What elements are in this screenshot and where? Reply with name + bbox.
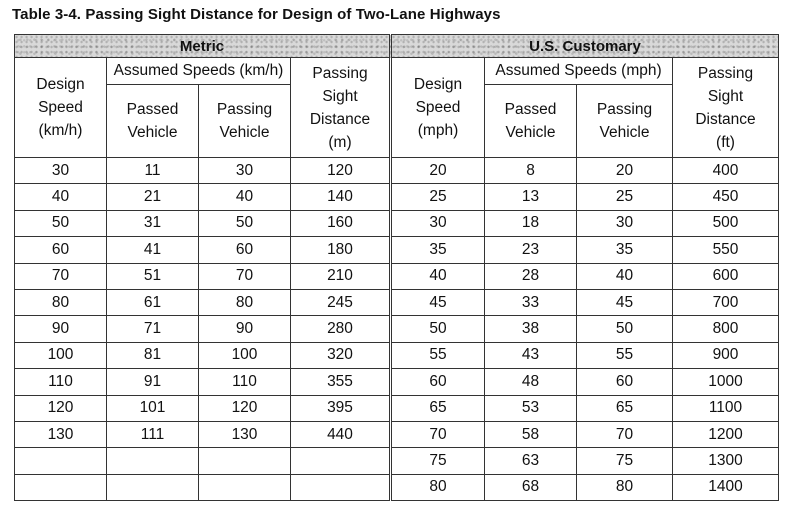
us-design-speed-cell: 55 bbox=[391, 342, 485, 368]
header-line: (ft) bbox=[716, 133, 735, 151]
us-passed-speed-cell: 53 bbox=[485, 395, 577, 421]
us-design-speed-cell: 60 bbox=[391, 369, 485, 395]
metric-design-speed-cell: 60 bbox=[15, 237, 107, 263]
us-passed-speed-cell: 58 bbox=[485, 421, 577, 447]
us-psd-cell: 450 bbox=[673, 184, 779, 210]
metric-psd-cell: 395 bbox=[291, 395, 391, 421]
metric-design-speed-cell: 30 bbox=[15, 158, 107, 184]
header-line: Vehicle bbox=[599, 124, 650, 141]
header-line: (m) bbox=[328, 133, 352, 151]
metric-design-speed-cell: 100 bbox=[15, 342, 107, 368]
metric-passed-speed-cell: 71 bbox=[107, 316, 199, 342]
metric-psd-cell bbox=[291, 474, 391, 500]
us-design-speed-cell: 20 bbox=[391, 158, 485, 184]
header-line: Speed bbox=[415, 99, 461, 116]
us-passing-speed-cell: 60 bbox=[577, 369, 673, 395]
table-title: Table 3-4. Passing Sight Distance for Design of Two-Lane Highways bbox=[12, 6, 501, 23]
metric-design-speed-cell: 130 bbox=[15, 421, 107, 447]
us-passing-speed-cell: 25 bbox=[577, 184, 673, 210]
header-line: Sight bbox=[322, 87, 358, 105]
metric-passing-speed-cell: 90 bbox=[199, 316, 291, 342]
table-row bbox=[15, 316, 779, 342]
metric-design-speed-cell: 90 bbox=[15, 316, 107, 342]
metric-psd-cell: 440 bbox=[291, 421, 391, 447]
us-design-speed-cell: 65 bbox=[391, 395, 485, 421]
header-line: (mph) bbox=[417, 122, 459, 139]
metric-passing-speed-cell: 70 bbox=[199, 263, 291, 289]
us-design-speed-cell: 70 bbox=[391, 421, 485, 447]
header-line: Passing bbox=[312, 64, 368, 82]
metric-passed-vehicle-header bbox=[107, 85, 199, 158]
metric-passed-speed-cell: 61 bbox=[107, 289, 199, 315]
us-passed-speed-cell: 28 bbox=[485, 263, 577, 289]
us-passing-vehicle-header bbox=[577, 85, 673, 158]
us-passing-speed-cell: 50 bbox=[577, 316, 673, 342]
us-psd-cell: 1000 bbox=[673, 369, 779, 395]
us-psd-header bbox=[673, 58, 779, 158]
metric-design-speed-cell: 80 bbox=[15, 289, 107, 315]
table-row bbox=[15, 289, 779, 315]
metric-psd-cell: 320 bbox=[291, 342, 391, 368]
metric-passing-speed-cell: 30 bbox=[199, 158, 291, 184]
us-passed-speed-cell: 18 bbox=[485, 210, 577, 236]
header-line: Passing bbox=[216, 101, 273, 118]
us-passing-speed-cell: 80 bbox=[577, 474, 673, 500]
table-row bbox=[15, 448, 779, 474]
metric-group-header: Metric bbox=[15, 35, 391, 58]
header-line: Sight bbox=[707, 87, 744, 105]
us-design-speed-cell: 25 bbox=[391, 184, 485, 210]
table-row bbox=[15, 474, 779, 500]
us-design-speed-header bbox=[391, 58, 485, 158]
us-passing-speed-cell: 75 bbox=[577, 448, 673, 474]
metric-passing-speed-cell: 50 bbox=[199, 210, 291, 236]
header-line: Vehicle bbox=[219, 124, 270, 141]
metric-passing-vehicle-header bbox=[199, 85, 291, 158]
us-passed-speed-cell: 33 bbox=[485, 289, 577, 315]
us-passed-vehicle-header bbox=[485, 85, 577, 158]
table-row bbox=[15, 342, 779, 368]
us-assumed-speeds-header: Assumed Speeds (mph) bbox=[485, 58, 673, 85]
us-passing-speed-cell: 45 bbox=[577, 289, 673, 315]
metric-assumed-speeds-header: Assumed Speeds (km/h) bbox=[107, 58, 291, 85]
metric-passed-speed-cell: 21 bbox=[107, 184, 199, 210]
metric-passing-speed-cell: 40 bbox=[199, 184, 291, 210]
header-line: Passed bbox=[126, 101, 179, 118]
us-design-speed-cell: 45 bbox=[391, 289, 485, 315]
passing-sight-distance-table bbox=[14, 34, 779, 501]
table-row bbox=[15, 395, 779, 421]
us-passing-speed-cell: 55 bbox=[577, 342, 673, 368]
us-psd-cell: 1100 bbox=[673, 395, 779, 421]
header-line: Vehicle bbox=[127, 124, 178, 141]
us-passed-speed-cell: 23 bbox=[485, 237, 577, 263]
metric-psd-cell: 140 bbox=[291, 184, 391, 210]
us-psd-cell: 700 bbox=[673, 289, 779, 315]
metric-design-speed-cell: 110 bbox=[15, 369, 107, 395]
us-psd-cell: 500 bbox=[673, 210, 779, 236]
us-passed-speed-cell: 48 bbox=[485, 369, 577, 395]
metric-psd-cell: 160 bbox=[291, 210, 391, 236]
metric-passing-speed-cell bbox=[199, 448, 291, 474]
us-passed-speed-cell: 43 bbox=[485, 342, 577, 368]
us-passed-speed-cell: 68 bbox=[485, 474, 577, 500]
metric-design-speed-header bbox=[15, 58, 107, 158]
table-row bbox=[15, 158, 779, 184]
metric-psd-cell: 120 bbox=[291, 158, 391, 184]
header-line: Design bbox=[36, 76, 85, 93]
header-line: Distance bbox=[309, 110, 371, 128]
us-psd-cell: 1200 bbox=[673, 421, 779, 447]
us-passed-speed-cell: 8 bbox=[485, 158, 577, 184]
us-psd-cell: 600 bbox=[673, 263, 779, 289]
metric-psd-cell: 210 bbox=[291, 263, 391, 289]
us-passing-speed-cell: 30 bbox=[577, 210, 673, 236]
us-passing-speed-cell: 20 bbox=[577, 158, 673, 184]
header-line: Passing bbox=[697, 64, 754, 82]
metric-passing-speed-cell bbox=[199, 474, 291, 500]
metric-design-speed-cell: 40 bbox=[15, 184, 107, 210]
metric-design-speed-cell: 70 bbox=[15, 263, 107, 289]
metric-psd-cell: 355 bbox=[291, 369, 391, 395]
us-passed-speed-cell: 63 bbox=[485, 448, 577, 474]
header-line: Vehicle bbox=[505, 124, 556, 141]
metric-passed-speed-cell: 91 bbox=[107, 369, 199, 395]
header-line: (km/h) bbox=[38, 122, 83, 139]
metric-design-speed-cell: 120 bbox=[15, 395, 107, 421]
us-design-speed-cell: 35 bbox=[391, 237, 485, 263]
metric-psd-header bbox=[291, 58, 391, 158]
table-row bbox=[15, 421, 779, 447]
metric-passed-speed-cell bbox=[107, 474, 199, 500]
header-line: Passing bbox=[596, 101, 653, 118]
us-design-speed-cell: 40 bbox=[391, 263, 485, 289]
metric-psd-cell: 245 bbox=[291, 289, 391, 315]
metric-passed-speed-cell: 11 bbox=[107, 158, 199, 184]
header-line: Distance bbox=[695, 110, 756, 128]
metric-passed-speed-cell: 81 bbox=[107, 342, 199, 368]
metric-passed-speed-cell: 41 bbox=[107, 237, 199, 263]
metric-design-speed-cell bbox=[15, 448, 107, 474]
us-passed-speed-cell: 13 bbox=[485, 184, 577, 210]
table-row bbox=[15, 369, 779, 395]
metric-psd-cell: 180 bbox=[291, 237, 391, 263]
us-psd-cell: 900 bbox=[673, 342, 779, 368]
us-passing-speed-cell: 40 bbox=[577, 263, 673, 289]
us-psd-cell: 1300 bbox=[673, 448, 779, 474]
us-design-speed-cell: 30 bbox=[391, 210, 485, 236]
metric-psd-cell bbox=[291, 448, 391, 474]
header-line: Design bbox=[413, 76, 463, 93]
metric-passed-speed-cell: 101 bbox=[107, 395, 199, 421]
metric-passed-speed-cell: 31 bbox=[107, 210, 199, 236]
metric-passing-speed-cell: 130 bbox=[199, 421, 291, 447]
us-design-speed-cell: 80 bbox=[391, 474, 485, 500]
metric-passing-speed-cell: 60 bbox=[199, 237, 291, 263]
header-line: Speed bbox=[38, 99, 83, 116]
table-body bbox=[15, 158, 779, 501]
us-customary-group-header: U.S. Customary bbox=[391, 35, 779, 58]
us-passing-speed-cell: 65 bbox=[577, 395, 673, 421]
metric-psd-cell: 280 bbox=[291, 316, 391, 342]
table-row bbox=[15, 210, 779, 236]
metric-passing-speed-cell: 80 bbox=[199, 289, 291, 315]
us-psd-cell: 800 bbox=[673, 316, 779, 342]
metric-passed-speed-cell: 111 bbox=[107, 421, 199, 447]
us-passing-speed-cell: 70 bbox=[577, 421, 673, 447]
table-row bbox=[15, 237, 779, 263]
metric-design-speed-cell: 50 bbox=[15, 210, 107, 236]
table-row bbox=[15, 263, 779, 289]
us-psd-cell: 550 bbox=[673, 237, 779, 263]
table-row bbox=[15, 184, 779, 210]
header-line: Passed bbox=[504, 101, 557, 118]
us-psd-cell: 1400 bbox=[673, 474, 779, 500]
us-design-speed-cell: 50 bbox=[391, 316, 485, 342]
metric-passed-speed-cell: 51 bbox=[107, 263, 199, 289]
metric-passing-speed-cell: 120 bbox=[199, 395, 291, 421]
us-design-speed-cell: 75 bbox=[391, 448, 485, 474]
metric-design-speed-cell bbox=[15, 474, 107, 500]
us-passing-speed-cell: 35 bbox=[577, 237, 673, 263]
us-passed-speed-cell: 38 bbox=[485, 316, 577, 342]
metric-passing-speed-cell: 100 bbox=[199, 342, 291, 368]
us-psd-cell: 400 bbox=[673, 158, 779, 184]
metric-passed-speed-cell bbox=[107, 448, 199, 474]
metric-passing-speed-cell: 110 bbox=[199, 369, 291, 395]
